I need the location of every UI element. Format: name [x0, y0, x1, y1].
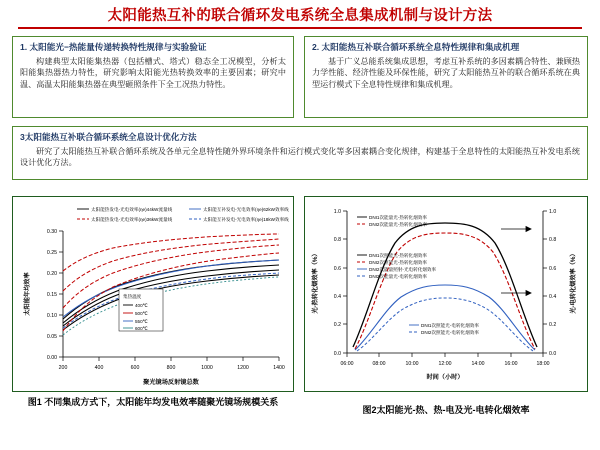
chart-right-svg — [305, 197, 587, 391]
chart-right-legend-mid — [357, 252, 437, 280]
y2-axis-label: 光-电转化烟效率（%） — [570, 250, 577, 314]
y-tick-1: 0.05 — [46, 334, 57, 340]
legend-mid-1: DNI2次照能光-热转化烟效率 — [369, 260, 427, 265]
legend-top-0: DNI1次能量光-热转化烟效率 — [369, 215, 427, 220]
y2-tick-3: 0.6 — [549, 266, 557, 272]
legend-item-1: 太阳能热发电-光电效率(ηe)36kW流量线 — [91, 217, 173, 222]
inner-legend-item-1: 500℃ — [135, 311, 148, 316]
legend-item-2: 太阳能互补发电-光电效率(ηe)62kW效率线 — [203, 207, 289, 212]
figure-caption-left: 图1 不同集成方式下，太阳能年均发电效率随聚光镜场规模关系 — [27, 397, 279, 407]
chart-left-inner-legend — [119, 289, 163, 331]
title-divider — [18, 27, 582, 29]
chart-right-legend-bottom — [409, 322, 479, 336]
chart-right-axes — [311, 209, 577, 381]
legend-bottom-0: DNI1次照能光-电转化烟效率 — [421, 323, 479, 328]
legend-item-0: 太阳能热发电-光电效率(ηe)44kW流量线 — [91, 207, 173, 212]
legend-top-1: DNI2次能量光-热转化烟效率 — [369, 222, 427, 227]
inner-legend-title: 集热温度 — [123, 294, 142, 299]
y2-tick-1: 0.2 — [549, 322, 557, 328]
x-tick-2: 10:00 — [405, 361, 419, 367]
content-box-3-body: 研究了太阳能热互补联合循环系统及各单元全息特性随外界环境条件和运行模式变化等多因素耦合变化规律，构建基于全息特性的太阳能热互补发电系统设计优化方法。 — [20, 146, 580, 168]
x-tick-0: 06:00 — [340, 361, 354, 367]
page-title: 太阳能热互补的联合循环发电系统全息集成机制与设计方法 — [107, 8, 493, 24]
inner-legend-item-3: 600℃ — [135, 326, 148, 331]
content-box-2-heading: 2. 太阳能热互补联合循环系统全息特性规律和集成机理 — [312, 42, 520, 52]
x-tick-2: 600 — [130, 365, 140, 371]
y-tick-2: 0.4 — [333, 294, 341, 300]
x-tick-1: 400 — [94, 365, 104, 371]
chart-left-series — [63, 234, 279, 335]
content-box-3 — [12, 126, 588, 180]
inner-legend-item-0: 400℃ — [135, 303, 148, 308]
y-tick-4: 0.20 — [46, 271, 57, 277]
x-tick-0: 200 — [58, 365, 68, 371]
x-tick-3: 12:00 — [438, 361, 452, 367]
y-tick-5: 1.0 — [333, 209, 341, 215]
y-tick-0: 0.00 — [46, 355, 57, 361]
content-box-1-heading: 1. 太阳能光−热能量传递转换特性规律与实验验证 — [20, 42, 207, 52]
y-tick-2: 0.10 — [46, 313, 57, 319]
x-tick-4: 14:00 — [471, 361, 485, 367]
content-box-1 — [12, 36, 294, 118]
y-tick-4: 0.8 — [333, 237, 341, 243]
legend-mid-0: DNI1次照能光-热转化烟效率 — [369, 253, 427, 258]
chart-right — [304, 196, 588, 392]
content-box-2 — [304, 36, 588, 118]
x-tick-5: 16:00 — [504, 361, 518, 367]
x-tick-4: 1000 — [201, 365, 213, 371]
chart-left — [12, 196, 294, 392]
figure-caption-right: 图2太阳能光-热、热-电及光-电转化烟效率 — [362, 405, 530, 415]
content-box-2-body: 基于广义总能系统集成思想，考虑互补系统的多因素耦合特性、兼顾热力学性能、经济性能及环保性能，研究了太阳能热互补的联合循环系统在典型运行模式下全息特性规律和集成机理。 — [312, 56, 580, 90]
y-tick-3: 0.15 — [46, 292, 57, 298]
x-tick-5: 1200 — [237, 365, 249, 371]
x-tick-6: 18:00 — [536, 361, 550, 367]
chart-right-legend-top — [357, 214, 427, 228]
chart-left-legend — [77, 206, 289, 223]
legend-bottom-1: DNI2次照能光-电转化烟效率 — [421, 330, 479, 335]
y-tick-3: 0.6 — [333, 266, 341, 272]
y2-tick-5: 1.0 — [549, 209, 557, 215]
y2-tick-2: 0.4 — [549, 294, 557, 300]
inner-legend-item-2: 550℃ — [135, 319, 148, 324]
y-tick-0: 0.0 — [333, 351, 341, 357]
y-tick-5: 0.25 — [46, 250, 57, 256]
chart-left-svg — [13, 197, 293, 391]
chart-right-annotations — [501, 227, 531, 296]
legend-mid-3: DNI2次能量光-电转化烟效率 — [369, 274, 427, 279]
y-axis-label: 太阳能年均效率 — [24, 272, 31, 316]
x-tick-1: 08:00 — [372, 361, 386, 367]
legend-mid-2: DNI2次能量照射-光电转化烟效率 — [369, 267, 437, 272]
x-tick-6: 1400 — [273, 365, 285, 371]
y-tick-1: 0.2 — [333, 322, 341, 328]
x-axis-label: 时间（小时） — [426, 374, 464, 381]
page-title-wrap — [0, 4, 600, 25]
x-axis-label: 聚光镜场反射镜总数 — [143, 379, 199, 386]
x-tick-3: 800 — [166, 365, 176, 371]
y2-tick-0: 0.0 — [549, 351, 557, 357]
legend-item-3: 太阳能互补发电-光电效率(ηe)18kW效率线 — [203, 217, 289, 222]
content-box-3-heading: 3太阳能热互补联合循环系统全息设计优化方法 — [20, 132, 197, 142]
y-tick-6: 0.30 — [46, 229, 57, 235]
y-axis-label: 光-热转化烟效率（%） — [312, 250, 319, 314]
content-box-1-body: 构建典型太阳能集热器（包括槽式、塔式）稳态全工况模型，分析太阳能集热器热力特性，研究影响太阳能光热转换效率的主要因素；研究中温、高温太阳能集热器在典型砸照条件下全工况热力特性。 — [20, 56, 286, 90]
y2-tick-4: 0.8 — [549, 237, 557, 243]
